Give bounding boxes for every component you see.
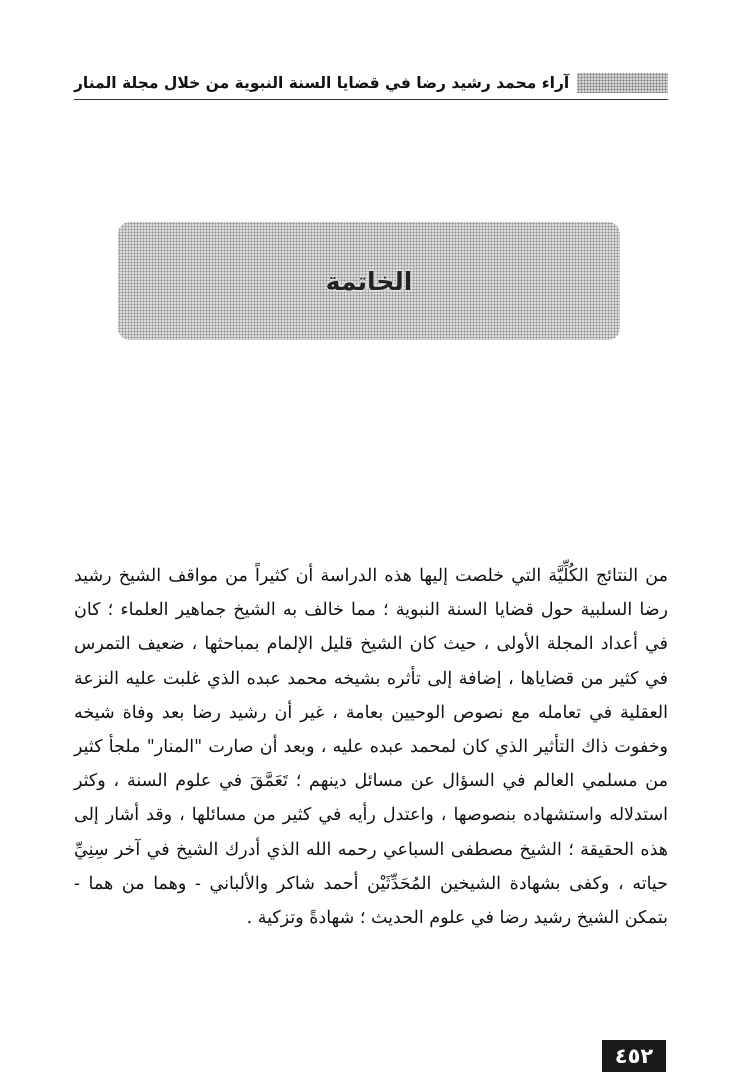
header-divider: [74, 99, 668, 100]
header-decorative-bar: [577, 73, 668, 93]
book-title: آراء محمد رشيد رضا في قضايا السنة النبوية من خلال مجلة المنار: [74, 74, 570, 92]
page-number: ٤٥٢: [602, 1040, 666, 1072]
chapter-banner: [118, 222, 620, 340]
chapter-title: الخاتمة: [325, 266, 413, 296]
conclusion-paragraph: من النتائج الكُلِّيَّة التي خلصت إليها هذه الدراسة أن كثيراً من مواقف الشيخ رشيد رضا السلبية حول قضايا السنة النبوية ؛ مما خالف به الشيخ جماهير العلماء ؛ كان في أعداد المجلة الأولى ، حيث كان الشيخ قليل الإلمام بمباحثها ، ضعيف التمرس في كثير من قضاياها ، إضافة إلى تأثره بشيخه محمد عبده الذي غلبت عليه النزعة العقلية في تعامله مع نصوص الوحيين بعامة ، غير أن رشيد رضا بعد وفاة شيخه وخفوت ذاك التأثير الذي كان لمحمد عبده عليه ، وبعد أن صارت "المنار" ملجأ كثير من مسلمي العالم في السؤال عن مسائل دينهم ؛ تَعَمَّقَ في علوم السنة ، وكثر استدلاله واستشهاده بنصوصها ، واعتدل رأيه في كثير من مسائلها ، وقد أشار إلى هذه الحقيقة ؛ الشيخ مصطفى السباعي رحمه الله الذي أدرك الشيخ في آخر سِنِيِّ حياته ، وكفى بشهادة الشيخين المُحَدِّثَيْن أحمد شاكر والألباني - وهما من هما - بتمكن الشيخ رشيد رضا في علوم الحديث ؛ شهادةً وتزكية .: [74, 566, 668, 929]
running-header: [74, 68, 668, 98]
